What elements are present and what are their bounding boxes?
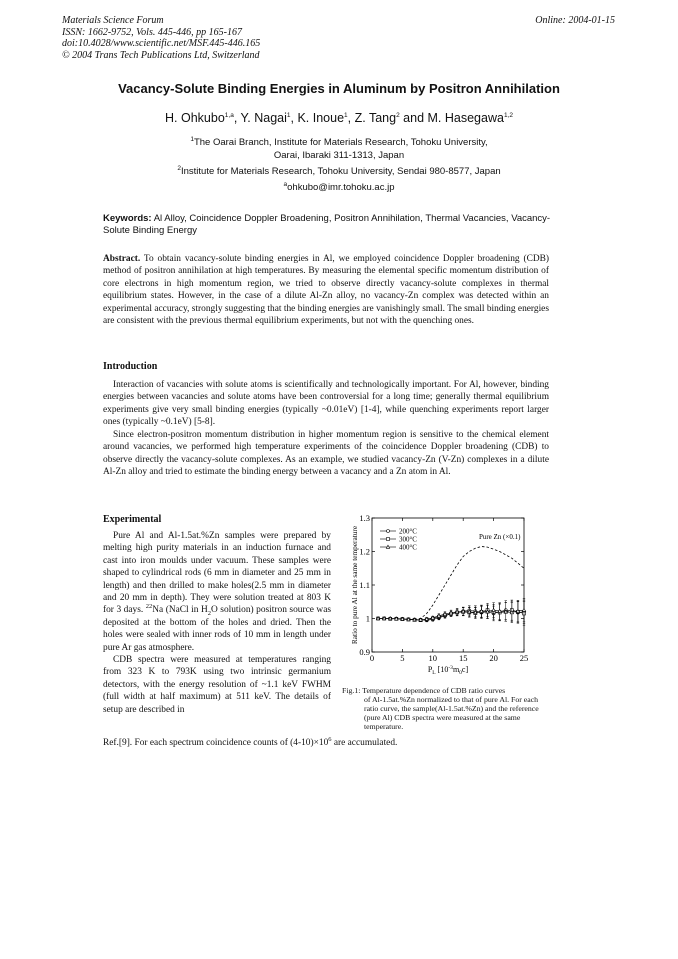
data-point [480, 609, 483, 612]
legend-marker [387, 530, 390, 533]
paper-title: Vacancy-Solute Binding Energies in Aluminum by Positron Annihilation [118, 81, 560, 96]
keywords-text: Al Alloy, Coincidence Doppler Broadening, Positron Annihilation, Thermal Vacancies, Vacancy-Solute Binding Energy [103, 213, 551, 236]
journal-header [62, 15, 260, 61]
experimental-text-part: Pure Al and Al-1.5at.%Zn samples were prepared by melting high purity materials in an induction furnace and cast into iron moulds under vacuum. These samples were shaped to cylindrical rods (6 mm in diameter and 25 mm in length) and then drilled to make holes(2.5 mm in diameter and 20 mm in depth). They were solution treated at 803 K for 3 days. [103, 531, 331, 616]
legend-label: 300°C [399, 535, 417, 544]
affil-mark: a [283, 180, 288, 188]
journal-name: Materials Science Forum [62, 15, 164, 26]
author-affil-mark: 1 [286, 111, 291, 119]
affil-mark: 2 [177, 164, 181, 172]
author-name: , Z. Tang [347, 111, 397, 125]
introduction-heading: Introduction [103, 361, 158, 372]
y-tick-label: 0.9 [359, 647, 370, 657]
keywords-label: Keywords: [103, 213, 152, 224]
cdb-ratio-chart [348, 513, 548, 683]
experimental-paragraph: CDB spectra were measured at temperatures ranging from 323 K to 793K using two intrinsic germanium detectors, with the energy resolution of ~1.1 keV FWHM (full width at half maximum) at 511 keV. The details of setup are described in [103, 655, 331, 715]
author-email [0, 181, 678, 194]
legend-label: 200°C [399, 527, 417, 536]
legend-marker [387, 538, 390, 541]
data-point [455, 610, 458, 613]
experimental-paragraph [103, 530, 331, 654]
introduction-paragraph: Interaction of vacancies with solute atoms is scientifically and technologically important. For Al, however, binding energies between vacancies and solute atoms have been controversial for a long time; generally thermal equilibrium experiments give very small binding energies (typically ~0.01eV) [1-4], while quenching experiments report larger ones (typically ~0.1eV) [5-8]. [103, 380, 549, 428]
keywords [103, 213, 559, 237]
x-tick-label: 25 [519, 653, 529, 663]
author-name: , Y. Nagai [233, 111, 287, 125]
author-affil-mark: 1 [344, 111, 348, 119]
introduction-paragraph: Since electron-positron momentum distribution in higher momentum region is sensitive to the chemical element around vacancies, we performed high temperature experiments of the coincidence Doppler broadening (CDB) to observe directly the vacancy-solute complexes. As an example, we studied vacancy-Zn (V-Zn) complexes in a dilute Al-Zn alloy and tried to estimate the binding energy between a vacancy and a Zn atom in Al. [103, 430, 549, 478]
abstract-text: To obtain vacancy-solute binding energies in Al, we employed coincidence Doppler broadening (CDB) method of positron annihilation at high temperatures. By measuring the elemental specific momentum distribution of core electrons in high momentum region, we tried to observe directly vacancy-solute complexes in thermal equilibrium states. However, in the case of a dilute Al-Zn alloy, no vacancy-Zn complex was detected within an experimental accuracy, strongly suggesting that the binding energies are vanishingly small. The small binding energies are consistent with the previous thermal equilibrium experiments, but not with the quenching ones. [103, 254, 549, 327]
author-affil-mark: 1,2 [503, 111, 513, 119]
author-list [0, 111, 678, 125]
online-date: Online: 2004-01-15 [535, 15, 615, 26]
x-axis-label: $P_L$ $[10^{-3}m_0c]$ [427, 665, 469, 676]
experimental-tail-line [103, 735, 398, 748]
x-tick-label: 15 [458, 653, 468, 663]
data-point [522, 608, 525, 611]
legend-label: 400°C [399, 543, 417, 552]
isotope-mark: 22 [145, 603, 153, 611]
doi-line: doi:10.4028/www.scientific.net/MSF.445-446.165 [62, 38, 261, 49]
y-tick-label: 1.3 [359, 513, 370, 523]
caption-first-line: Fig.1: Temperature dependence of CDB ratio curves [342, 686, 506, 695]
author-name: H. Ohkubo [165, 111, 225, 125]
experimental-text [103, 530, 331, 716]
data-point [516, 609, 519, 612]
experimental-heading: Experimental [103, 514, 162, 525]
data-point [437, 614, 440, 617]
affil-text: The Oarai Branch, Institute for Materials Research, Tohoku University, [193, 137, 488, 148]
affil-text: Oarai, Ibaraki 311-1313, Japan [273, 150, 405, 161]
subscript-mark: 2 [207, 610, 211, 618]
y-tick-label: 1 [365, 613, 370, 624]
copyright-line: © 2004 Trans Tech Publications Ltd, Switzerland [62, 49, 260, 61]
x-tick-label: 20 [489, 653, 498, 663]
experimental-text-part: Na (NaCl in H [152, 605, 208, 616]
affiliation-2 [0, 165, 678, 178]
x-tick-label: 5 [400, 653, 405, 663]
experimental-text-part: are accumulated. [331, 738, 398, 748]
affil-mark: 1 [190, 135, 194, 143]
affil-text: Institute for Materials Research, Tohoku University, Sendai 980-8577, Japan [180, 166, 501, 177]
experimental-text-part: Ref.[9]. For each spectrum coincidence counts of (4-10)×10 [103, 738, 329, 748]
author-name: and M. Hasegawa [399, 111, 504, 125]
exponent-mark: 6 [328, 735, 332, 743]
y-tick-label: 1.1 [359, 580, 370, 590]
email-text: ohkubo@imr.tohoku.ac.jp [287, 182, 395, 193]
data-point [449, 611, 452, 614]
x-tick-label: 0 [369, 653, 375, 663]
pure-zn-label: Pure Zn (×0.1) [478, 533, 521, 542]
author-affil-mark: 2 [396, 111, 400, 119]
experimental-text-part: O solution) positron source was deposited at the bottom of the holes and dried. Then the holes were sealed with inner rods of 10 mm in length under pure Ar gas atmosphere. [103, 605, 332, 653]
author-name: , K. Inoue [290, 111, 345, 125]
data-point [498, 609, 501, 612]
data-point [492, 608, 495, 611]
y-tick-label: 1.2 [359, 546, 370, 557]
x-tick-label: 10 [428, 653, 438, 663]
y-axis-label: Ratio to pure Al at the same temperature [350, 525, 359, 645]
abstract [103, 253, 549, 327]
figure-caption [342, 686, 552, 731]
caption-rest: of Al-1.5at.%Zn normalized to that of pure Al. For each ratio curve, the sample(Al-1.5at.%Zn) and the reference (pure Al) CDB spectra were measured at the same temperature. [364, 695, 539, 731]
author-affil-mark: 1,a [224, 111, 234, 119]
data-point [431, 616, 434, 619]
issn-line: ISSN: 1662-9752, Vols. 445-446, pp 165-167 [62, 26, 242, 38]
abstract-label: Abstract. [103, 254, 141, 264]
affiliation-1 [0, 136, 678, 162]
legend-marker [386, 545, 389, 548]
